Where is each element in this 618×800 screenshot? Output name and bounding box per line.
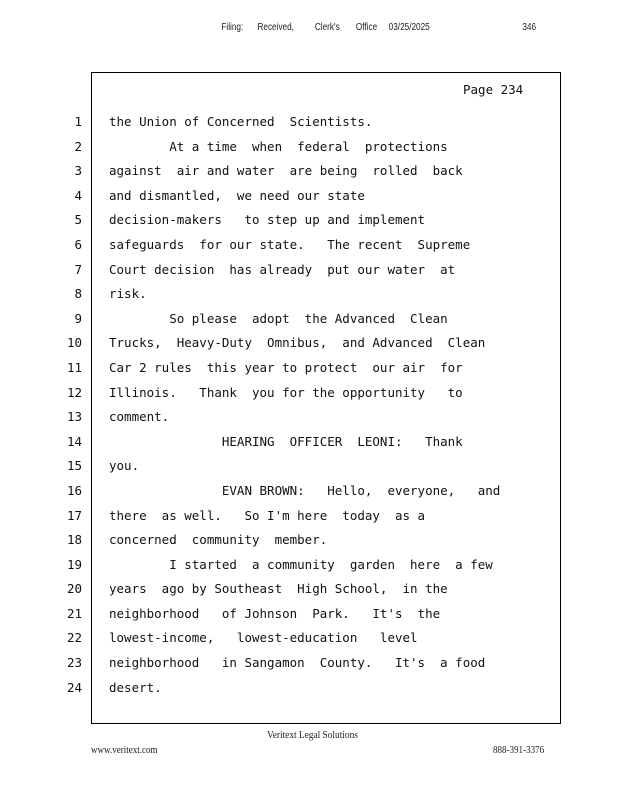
clerks-label: Clerk's <box>314 22 340 33</box>
line-number: 19 <box>66 556 82 572</box>
footer-phone: 888-391-3376 <box>493 744 545 756</box>
transcript-line: I started a community garden here a few <box>109 556 493 572</box>
filing-label: Filing: <box>221 22 244 33</box>
transcript-line: against air and water are being rolled back <box>109 163 463 179</box>
line-number: 10 <box>66 335 82 351</box>
line-number: 11 <box>66 359 82 375</box>
line-number: 20 <box>66 581 82 597</box>
transcript-line: risk. <box>109 286 147 302</box>
line-number: 5 <box>74 212 82 228</box>
filing-date: 03/25/2025 <box>388 22 430 33</box>
line-number: 8 <box>74 286 82 302</box>
transcript-line: there as well. So I'm here today as a <box>109 507 426 523</box>
line-number: 16 <box>66 482 82 498</box>
line-number: 9 <box>74 310 82 326</box>
transcript-line: neighborhood in Sangamon County. It's a food <box>109 655 486 671</box>
transcript-line: decision-makers to step up and implement <box>109 212 426 228</box>
transcript-line: desert. <box>109 679 162 695</box>
sheet-number: 346 <box>522 22 537 33</box>
transcript-line: the Union of Concerned Scientists. <box>109 114 373 129</box>
transcript-line: safeguards for our state. The recent Supreme <box>109 236 471 252</box>
transcript-line: Illinois. Thank you for the opportunity to <box>109 384 463 400</box>
line-number-column <box>60 113 82 703</box>
footer-website: www.veritext.com <box>91 744 158 756</box>
transcript-line: and dismantled, we need our state <box>109 187 365 203</box>
transcript-line: years ago by Southeast High School, in the <box>109 581 448 597</box>
transcript-body <box>109 113 559 703</box>
transcript-line: HEARING OFFICER LEONI: Thank <box>109 433 463 449</box>
line-number: 4 <box>74 187 82 203</box>
footer-company: Veritext Legal Solutions <box>267 729 358 741</box>
transcript-line: Court decision has already put our water at <box>109 261 456 277</box>
transcript-line: concerned community member. <box>109 532 328 548</box>
transcript-line: At a time when federal protections <box>109 138 448 154</box>
transcript-line: Trucks, Heavy-Duty Omnibus, and Advanced Clean <box>109 335 486 351</box>
transcript-line: you. <box>109 458 140 474</box>
line-number: 24 <box>66 679 82 695</box>
page-number: Page 234 <box>463 82 524 97</box>
line-number: 14 <box>66 433 82 449</box>
line-number: 6 <box>74 236 82 252</box>
line-number: 18 <box>66 532 82 548</box>
line-number: 21 <box>66 605 82 621</box>
line-number: 2 <box>74 138 82 154</box>
line-number: 22 <box>66 630 82 646</box>
line-number: 17 <box>66 507 82 523</box>
line-number: 15 <box>66 458 82 474</box>
line-number: 7 <box>74 261 82 277</box>
transcript-line: lowest-income, lowest-education level <box>109 630 418 646</box>
filing-header <box>0 22 537 38</box>
line-number: 12 <box>66 384 82 400</box>
line-number: 3 <box>74 163 82 179</box>
office-label: Office <box>355 22 378 33</box>
line-number: 13 <box>66 409 82 425</box>
transcript-line: Car 2 rules this year to protect our air for <box>109 359 463 375</box>
transcript-line: So please adopt the Advanced Clean <box>109 310 448 326</box>
received-label: Received, <box>257 22 294 33</box>
transcript-line: comment. <box>109 409 170 425</box>
line-number: 23 <box>66 655 82 671</box>
transcript-line: neighborhood of Johnson Park. It's the <box>109 605 441 621</box>
transcript-line: EVAN BROWN: Hello, everyone, and <box>109 482 501 498</box>
line-number: 1 <box>74 114 82 129</box>
